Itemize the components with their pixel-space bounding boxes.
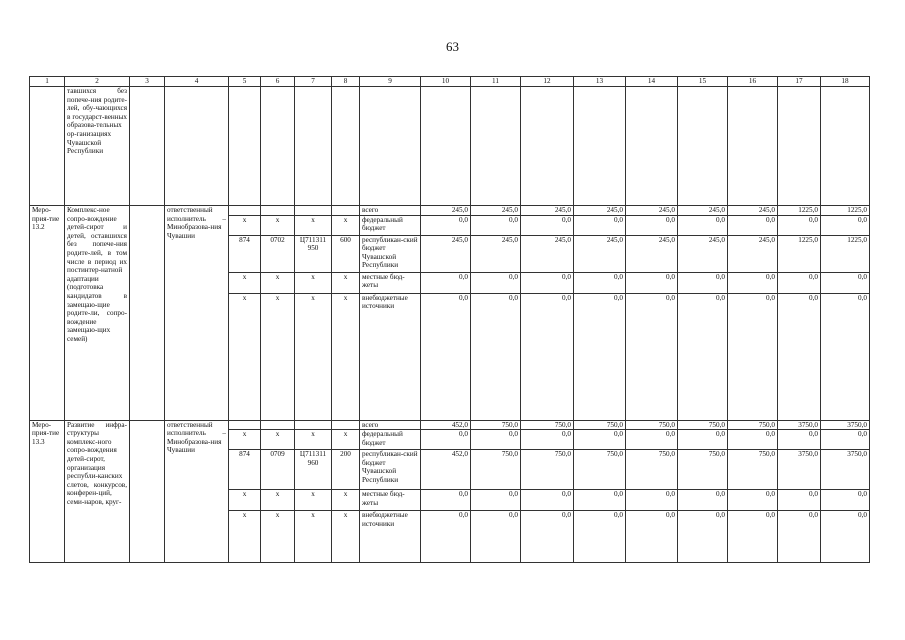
column-header: 10: [421, 77, 471, 87]
amount-cell: 452,0: [421, 420, 471, 430]
funding-row: [30, 420, 870, 430]
column-header: 11: [471, 77, 521, 87]
amount-cell: 245,0: [471, 235, 521, 272]
budget-code-cell: [261, 206, 295, 216]
amount-cell: 750,0: [521, 450, 574, 490]
funding-source: внебюджетные источники: [360, 511, 421, 563]
amount-cell: 750,0: [574, 420, 626, 430]
event-name: Меро-прия-тие 13.3: [30, 420, 65, 563]
amount-cell: 0,0: [521, 490, 574, 511]
empty-cell: [130, 206, 165, 421]
amount-cell: 452,0: [421, 450, 471, 490]
amount-cell: 750,0: [521, 420, 574, 430]
budget-code-cell: x: [295, 430, 332, 450]
budget-table: [29, 76, 870, 563]
budget-code-cell: 200: [332, 450, 360, 490]
amount-cell: 0,0: [728, 490, 778, 511]
amount-cell: 0,0: [521, 511, 574, 563]
amount-cell: 245,0: [626, 235, 678, 272]
empty-cell: [130, 420, 165, 563]
column-header: 5: [229, 77, 261, 87]
amount-cell: 0,0: [421, 272, 471, 293]
amount-cell: 245,0: [574, 206, 626, 216]
column-header: 3: [130, 77, 165, 87]
funding-row: [30, 206, 870, 216]
column-header: 6: [261, 77, 295, 87]
budget-code-cell: [229, 206, 261, 216]
budget-code-cell: x: [261, 215, 295, 235]
amount-cell: 750,0: [626, 450, 678, 490]
amount-cell: 0,0: [821, 430, 870, 450]
amount-cell: 0,0: [421, 490, 471, 511]
budget-code-cell: [229, 420, 261, 430]
amount-cell: 0,0: [728, 293, 778, 420]
amount-cell: 0,0: [471, 490, 521, 511]
amount-cell: 0,0: [421, 215, 471, 235]
amount-cell: 0,0: [521, 215, 574, 235]
amount-cell: 0,0: [821, 511, 870, 563]
event-description: Развитие инфра-структуры комплекс-ного сопро-вождения детей-сирот, организация республи-канских слетов, конкурсов, конферен-ций, семи-наров, круг-: [65, 420, 130, 563]
funding-source: республикан-ский бюджет Чувашской Республики: [360, 450, 421, 490]
budget-code-cell: x: [229, 215, 261, 235]
amount-cell: 0,0: [471, 430, 521, 450]
amount-cell: 0,0: [821, 215, 870, 235]
amount-cell: 0,0: [574, 293, 626, 420]
column-header: 2: [65, 77, 130, 87]
event-executor: ответственный исполнитель – Минобразова-ния Чувашии: [165, 206, 229, 421]
amount-cell: 0,0: [626, 511, 678, 563]
column-header: 4: [165, 77, 229, 87]
event-name: Меро-прия-тие 13.2: [30, 206, 65, 421]
budget-code-cell: x: [295, 511, 332, 563]
budget-code-cell: x: [332, 272, 360, 293]
amount-cell: 1225,0: [778, 235, 821, 272]
budget-code-cell: [295, 420, 332, 430]
page-number: 63: [446, 39, 459, 54]
amount-cell: 0,0: [471, 215, 521, 235]
amount-cell: 0,0: [821, 490, 870, 511]
amount-cell: 0,0: [574, 215, 626, 235]
amount-cell: 1225,0: [778, 206, 821, 216]
amount-cell: 0,0: [471, 293, 521, 420]
budget-code-cell: x: [332, 511, 360, 563]
amount-cell: 0,0: [471, 511, 521, 563]
amount-cell: 245,0: [728, 235, 778, 272]
event-description: тавшихся без попече-ния родите-лей, обу-чающихся в государст-венных образова-тельных ор-ганизациях Чувашской Республики: [65, 87, 130, 206]
amount-cell: 0,0: [626, 293, 678, 420]
amount-cell: 0,0: [678, 293, 728, 420]
budget-code-cell: x: [261, 272, 295, 293]
amount-cell: 750,0: [626, 420, 678, 430]
budget-code-cell: x: [261, 490, 295, 511]
amount-cell: 0,0: [728, 272, 778, 293]
column-header: 18: [821, 77, 870, 87]
budget-code-cell: [332, 206, 360, 216]
budget-code-cell: [295, 206, 332, 216]
event-description: Комплекс-ное сопро-вождение детей-сирот и детей, оставшихся без попече-ния родите-лей, в том числе в период их постинтер-натной адаптации (подготовка кандидатов в замещаю-щие родите-ли, сопро-вождение замещаю-щих семей): [65, 206, 130, 421]
budget-code-cell: x: [229, 272, 261, 293]
amount-cell: 0,0: [778, 293, 821, 420]
amount-cell: 0,0: [521, 430, 574, 450]
amount-cell: 0,0: [678, 490, 728, 511]
amount-cell: 3750,0: [821, 420, 870, 430]
amount-cell: 245,0: [728, 206, 778, 216]
funding-source: федеральный бюджет: [360, 430, 421, 450]
column-header: 17: [778, 77, 821, 87]
amount-cell: 245,0: [678, 206, 728, 216]
budget-code-cell: x: [332, 490, 360, 511]
amount-cell: 0,0: [626, 490, 678, 511]
budget-code-cell: x: [229, 490, 261, 511]
column-header: 7: [295, 77, 332, 87]
funding-source: федеральный бюджет: [360, 215, 421, 235]
amount-cell: 0,0: [421, 511, 471, 563]
amount-cell: 245,0: [521, 206, 574, 216]
amount-cell: 0,0: [626, 430, 678, 450]
amount-cell: 245,0: [678, 235, 728, 272]
amount-cell: 245,0: [421, 235, 471, 272]
amount-cell: 245,0: [626, 206, 678, 216]
amount-cell: 0,0: [678, 272, 728, 293]
amount-cell: 1225,0: [821, 206, 870, 216]
amount-cell: 3750,0: [778, 450, 821, 490]
continuation-row: [30, 87, 870, 206]
column-header: 1: [30, 77, 65, 87]
budget-code-cell: x: [229, 430, 261, 450]
budget-code-cell: Ц711311 960: [295, 450, 332, 490]
event-executor: ответственный исполнитель – Минобразова-ния Чувашии: [165, 420, 229, 563]
budget-code-cell: [332, 420, 360, 430]
amount-cell: 750,0: [728, 450, 778, 490]
column-header: 8: [332, 77, 360, 87]
budget-code-cell: 0702: [261, 235, 295, 272]
amount-cell: 0,0: [821, 293, 870, 420]
budget-code-cell: 600: [332, 235, 360, 272]
budget-code-cell: x: [332, 215, 360, 235]
amount-cell: 3750,0: [778, 420, 821, 430]
amount-cell: 750,0: [678, 420, 728, 430]
column-header: 12: [521, 77, 574, 87]
budget-code-cell: x: [261, 511, 295, 563]
amount-cell: 245,0: [421, 206, 471, 216]
budget-code-cell: x: [332, 430, 360, 450]
funding-source: всего: [360, 206, 421, 216]
budget-code-cell: x: [295, 215, 332, 235]
column-header: 15: [678, 77, 728, 87]
budget-code-cell: x: [332, 293, 360, 420]
amount-cell: 750,0: [728, 420, 778, 430]
amount-cell: 0,0: [521, 293, 574, 420]
amount-cell: 0,0: [574, 490, 626, 511]
amount-cell: 750,0: [471, 420, 521, 430]
amount-cell: 0,0: [728, 511, 778, 563]
amount-cell: 0,0: [778, 215, 821, 235]
column-header: 14: [626, 77, 678, 87]
amount-cell: 0,0: [626, 215, 678, 235]
budget-code-cell: 874: [229, 235, 261, 272]
column-header: 13: [574, 77, 626, 87]
amount-cell: 245,0: [471, 206, 521, 216]
amount-cell: 0,0: [574, 430, 626, 450]
column-number-row: [30, 77, 870, 87]
budget-code-cell: x: [261, 293, 295, 420]
budget-code-cell: [261, 420, 295, 430]
budget-code-cell: x: [295, 272, 332, 293]
amount-cell: 245,0: [574, 235, 626, 272]
column-header: 9: [360, 77, 421, 87]
funding-source: местные бюд-жеты: [360, 272, 421, 293]
amount-cell: 0,0: [521, 272, 574, 293]
funding-source: республикан-ский бюджет Чувашской Республики: [360, 235, 421, 272]
funding-source: всего: [360, 420, 421, 430]
budget-code-cell: x: [295, 490, 332, 511]
amount-cell: 0,0: [728, 430, 778, 450]
amount-cell: 750,0: [678, 450, 728, 490]
budget-code-cell: x: [295, 293, 332, 420]
amount-cell: 0,0: [678, 430, 728, 450]
amount-cell: 0,0: [421, 430, 471, 450]
amount-cell: 0,0: [728, 215, 778, 235]
amount-cell: 0,0: [574, 511, 626, 563]
amount-cell: 0,0: [778, 430, 821, 450]
amount-cell: 245,0: [521, 235, 574, 272]
amount-cell: 0,0: [778, 272, 821, 293]
amount-cell: 0,0: [574, 272, 626, 293]
budget-code-cell: x: [261, 430, 295, 450]
funding-source: местные бюд-жеты: [360, 490, 421, 511]
amount-cell: 750,0: [574, 450, 626, 490]
amount-cell: 0,0: [778, 490, 821, 511]
amount-cell: 0,0: [626, 272, 678, 293]
amount-cell: 0,0: [678, 511, 728, 563]
budget-code-cell: 0709: [261, 450, 295, 490]
budget-code-cell: x: [229, 511, 261, 563]
budget-code-cell: x: [229, 293, 261, 420]
amount-cell: 0,0: [678, 215, 728, 235]
budget-code-cell: 874: [229, 450, 261, 490]
budget-code-cell: Ц711311 950: [295, 235, 332, 272]
amount-cell: 750,0: [471, 450, 521, 490]
amount-cell: 0,0: [471, 272, 521, 293]
amount-cell: 0,0: [821, 272, 870, 293]
amount-cell: 0,0: [421, 293, 471, 420]
amount-cell: 3750,0: [821, 450, 870, 490]
funding-source: внебюджетные источники: [360, 293, 421, 420]
column-header: 16: [728, 77, 778, 87]
amount-cell: 0,0: [778, 511, 821, 563]
amount-cell: 1225,0: [821, 235, 870, 272]
